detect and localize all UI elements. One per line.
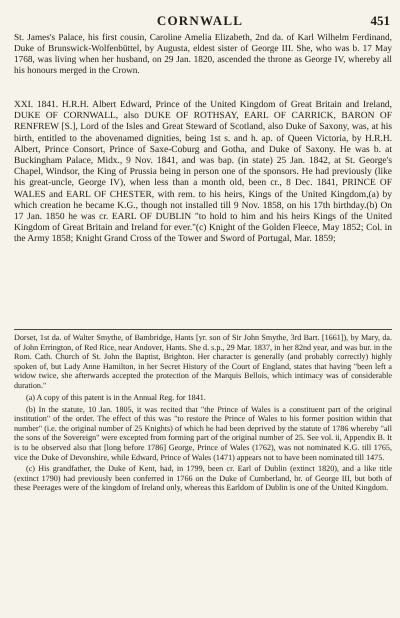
intro-text: St. James's Palace, his first cousin, Caroline Amelia Elizabeth, 2nd da. of Karl Wilhelm Ferdinand, Duke of Brunswick-Wolfenbüttel, by Augusta, eldest sister of George III. She, who was b. 17 May 1768, was living when her husband, on 29 Jan. 1820, ascended the throne as George IV, whereby all his honours merged in the Crown. [14, 33, 392, 77]
footnote-b: (b) In the statute, 10 Jan. 1805, it was recited that "the Prince of Wales is a constituent part of the original institution" of the order. The effect of this was "to restore the Prince of Wales to his former position within that number" (i.e. the original number of 25 Knights) of which he had been deprived by the statute of 1786 whereby "all the sons of the Sovereign" were excepted from forming part of the original number of 25. See vol. ii, Appendix B. It is to be observed also that [long before 1786] George, Prince of Wales (1762), was not nominated K.G. till 1765, vice the Duke of Devonshire, while Edward, Prince of Wales (1471) appears not to have been nominated till 1475. [14, 404, 392, 462]
entry-xxi-text: XXI. 1841. H.R.H. Albert Edward, Prince of the United Kingdom of Great Britain and Ireland, DUKE OF CORNWALL, also DUKE OF ROTHSAY, EARL OF CARRICK, BARON OF RENFREW [S.], Lord of the Isles and Great Steward of Scotland, also Duke of Saxony, was, at his birth, entitled to the abovenamed dignities, being 1st s. and h. ap. of Queen Victoria, by H.R.H. Albert, Prince Consort, Prince of Saxe-Coburg and Gotha, and Duke of Saxony. He was b. at Buckingham Palace, Midx., 9 Nov. 1841, and was bap. (in state) 25 Jan. 1842, at St. George's Chapel, Windsor, the King of Prussia being in person one of the sponsors. He had previously (like his great-uncle, George IV), when less than a month old, been cr., 8 Dec. 1841, PRINCE OF WALES and EARL OF CHESTER, with rem. to his heirs, Kings of the United Kingdom,(a) by which creation he became K.G., though not installed till 9 Nov. 1858, on his 17th birthday.(b) On 17 Jan. 1850 he was cr. EARL OF DUBLIN "to hold to him and his heirs Kings of the United Kingdom of Great Britain and Ireland for ever."(c) Knight of the Golden Fleece, May 1852; Col. in the Army 1858; Knight Grand Cross of the Tower and Sword of Portugal, Mar. 1859; [14, 100, 392, 245]
footnote-c: (c) His grandfather, the Duke of Kent, had, in 1799, been cr. Earl of Dublin (extinct 1820), and a like title (extinct 1790) had previously been conferred in 1766 on the Duke of Cumberland, br. of George III, but both of these Peerages were of the kingdom of Ireland only, whereas this Earldom of Dublin is one of the United Kingdom. [14, 464, 392, 493]
running-title: CORNWALL [156, 13, 244, 28]
running-head [0, 13, 400, 29]
footnote-a: (a) A copy of this patent is in the Annual Reg. for 1841. [26, 393, 206, 403]
entry-xxi [14, 100, 392, 246]
footnote-rule [14, 329, 392, 330]
footnotes [14, 333, 392, 493]
footnote-continuation: Dorset, 1st da. of Walter Smythe, of Bambridge, Hants [yr. son of Sir John Smythe, 3rd Bart. [1661]), by Mary, da. of John Errington, of Red Rice, near Andover, Hants. She d. s.p., 29 Mar. 1837, in her 82nd year, and was bur. in the Rom. Cath. Church of St. John the Baptist, Brighton. Her character is generally (and probably correctly) highly spoken of, but Lady Anne Hamilton, in her Secret History of the Court of England, states that having "been left a widow twice, she afterwards accepted the protection of the Marquis Bellois, which intimacy was of considerable duration." [14, 333, 392, 390]
intro-paragraph [14, 33, 392, 77]
page-number: 451 [370, 13, 390, 28]
